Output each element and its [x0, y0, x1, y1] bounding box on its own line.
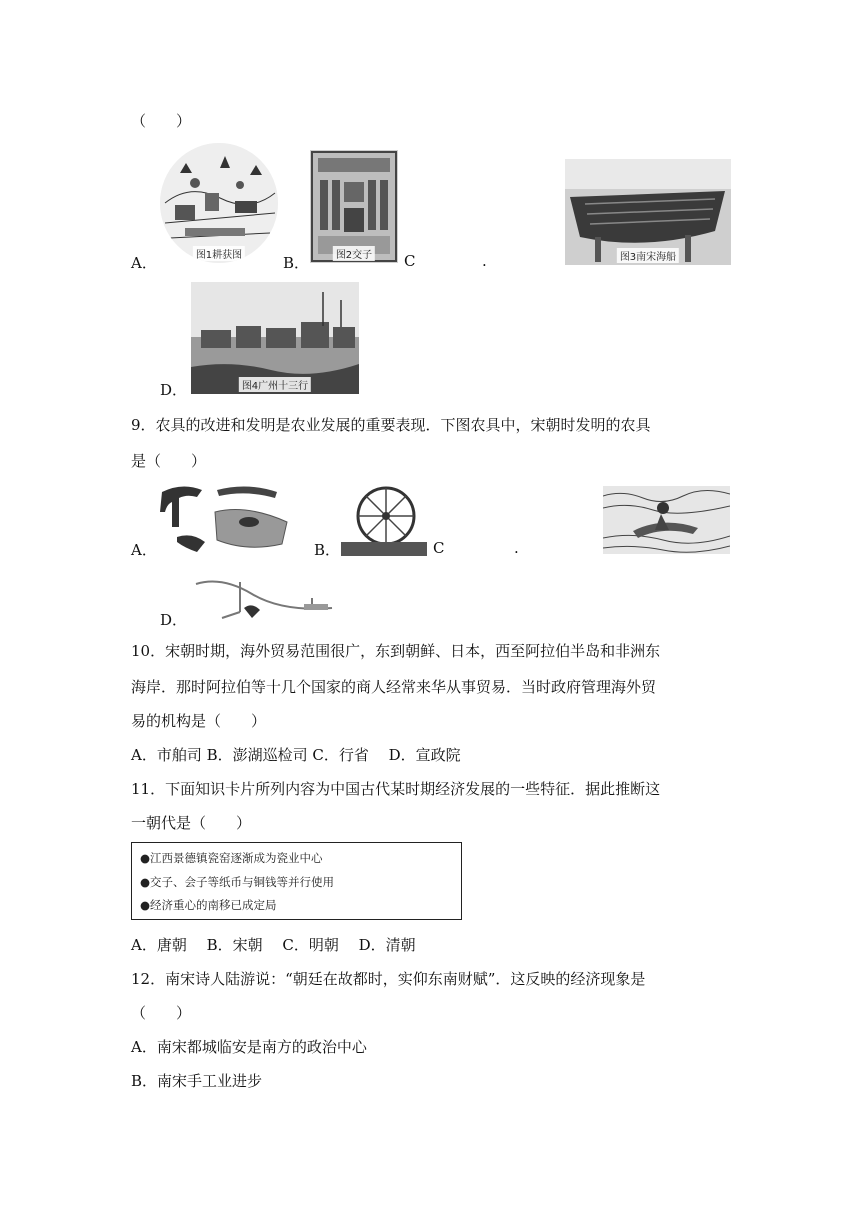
- q8-option-d-image[interactable]: [191, 282, 359, 394]
- q11-stem-line2: 一朝代是（ ）: [131, 814, 252, 832]
- q8-option-b-image[interactable]: [310, 150, 398, 263]
- q12-answer-paren: （ ）: [131, 1004, 192, 1022]
- q11-stem-line1: 11．下面知识卡片所列内容为中国古代某时期经济发展的一些特征．据此推断这: [131, 780, 661, 798]
- q9-option-a-image[interactable]: [157, 482, 297, 558]
- q11-knowledge-card: [131, 842, 462, 920]
- q8-option-a-label: A．: [131, 254, 157, 272]
- q12-option-b: B．南宋手工业进步: [131, 1072, 263, 1090]
- q9-option-b-label: B．: [314, 541, 341, 559]
- q10-options: A．市舶司 B．澎湖巡检司 C．行省 D．宣政院: [131, 746, 461, 764]
- q9-option-c-dot: .: [514, 539, 519, 557]
- q8-option-b-label: B．: [283, 254, 310, 272]
- q10-stem-line2: 海岸．那时阿拉伯等十几个国家的商人经常来华从事贸易．当时政府管理海外贸: [131, 678, 657, 696]
- q9-stem-line1: 9．农具的改进和发明是农业发展的重要表现．下图农具中，宋朝时发明的农具: [131, 416, 651, 434]
- q9-option-b-image[interactable]: [341, 482, 427, 556]
- q9-option-d-image[interactable]: [192, 572, 338, 624]
- q9-option-a-label: A．: [131, 541, 157, 559]
- q12-stem-line1: 12．南宋诗人陆游说：“朝廷在故都时，实仰东南财赋”．这反映的经济现象是: [131, 970, 646, 988]
- q9-stem-line2: 是（ ）: [131, 452, 207, 470]
- q8-answer-paren: （ ）: [131, 112, 192, 130]
- q8-option-c-label: C: [404, 252, 416, 270]
- q11-card-item: ●江西景德镇瓷窑逐渐成为瓷业中心: [140, 851, 323, 865]
- q9-option-d-label: D．: [160, 611, 188, 629]
- q9-option-c-image[interactable]: [603, 486, 730, 554]
- q8-option-a-image[interactable]: [160, 143, 278, 263]
- q10-stem-line3: 易的机构是（ ）: [131, 712, 267, 730]
- q8-option-c-image[interactable]: [565, 159, 731, 265]
- q11-card-item: ●经济重心的南移已成定局: [140, 898, 277, 912]
- q8-option-c-caption: 图3南宋海船: [617, 248, 679, 263]
- q8-option-a-caption: 图1耕获图: [193, 246, 245, 261]
- q9-option-c-label: C: [433, 539, 445, 557]
- q8-option-b-caption: 图2交子: [333, 246, 375, 261]
- q8-option-d-caption: 图4广州十三行: [239, 377, 311, 392]
- q8-option-d-label: D．: [160, 381, 188, 399]
- q11-options: A．唐朝 B．宋朝 C．明朝 D．清朝: [131, 936, 416, 954]
- q10-stem-line1: 10．宋朝时期，海外贸易范围很广，东到朝鲜、日本，西至阿拉伯半岛和非洲东: [131, 642, 661, 660]
- q12-option-a: A．南宋都城临安是南方的政治中心: [131, 1038, 367, 1056]
- q8-option-c-dot: .: [482, 252, 487, 270]
- q11-card-item: ●交子、会子等纸币与铜钱等并行使用: [140, 875, 335, 889]
